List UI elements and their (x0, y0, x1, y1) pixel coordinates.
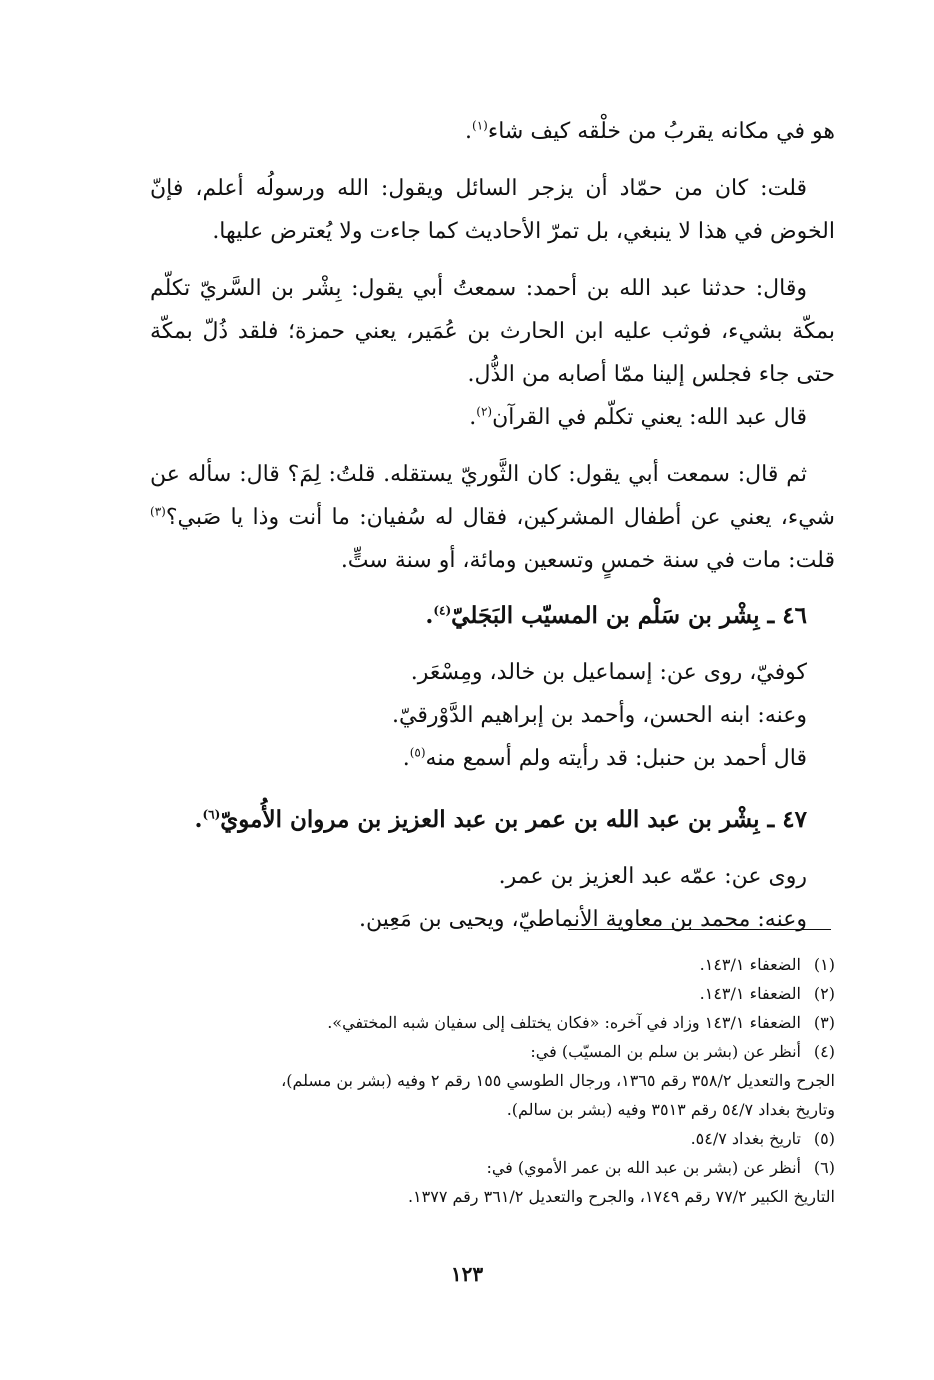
opening-line: هو في مكانه يقربُ من خلْقه كيف شاء$^{(١)}$. (465, 118, 835, 144)
footnote-4-continuation: وتاريخ بغداد ٥٤/٧ رقم ٣٥١٣ وفيه (بشر بن سالم). (506, 1100, 835, 1119)
footnote-text: الضعفاء ١٤٣/١ وزاد في آخره: «فكان يختلف إلى سفيان شبه المختفي». (327, 1013, 801, 1032)
entry-47-line-1: روى عن: عمّه عبد العزيز بن عمر. (498, 864, 807, 889)
footnote-6 (248, 1153, 835, 1182)
footnote-divider (568, 929, 831, 930)
footnote-number: (٤) (813, 1042, 835, 1061)
footnote-number: (٢) (813, 984, 835, 1003)
entry-47-title: ٤٧ ـ بِشْر بن عبد الله بن عمر بن عبد العزيز بن مروان الأُمويّ$^{(٦)}$. (194, 806, 807, 833)
footnote-number: (٥) (813, 1129, 835, 1148)
footnote-2 (248, 979, 835, 1008)
footnote-text: تاريخ بغداد ٥٤/٧. (690, 1129, 801, 1148)
main-text (150, 110, 835, 941)
footnote-ref-2[interactable]: (٢) (476, 404, 493, 419)
footnote-ref-6[interactable]: (٦) (202, 807, 221, 822)
footnote-ref-5[interactable]: (٥) (409, 745, 426, 760)
footnote-number: (٦) (813, 1158, 835, 1177)
page-number: ١٢٣ (450, 1262, 484, 1286)
footnote-ref-3[interactable]: (٣) (150, 504, 166, 519)
footnote-4-continuation: الجرح والتعديل ٣٥٨/٢ رقم ١٣٦٥، ورجال الطوسي ١٥٥ رقم ٢ وفيه (بشر بن مسلم)، (281, 1071, 835, 1090)
paragraph-bishr-sari: وقال: حدثنا عبد الله بن أحمد: سمعتُ أبي يقول: بِشْر بن السَّريّ تكلّم بمكّة بشيء، فوثب عليه ابن الحارث بن عُمَير، يعني حمزة؛ فلقد ذُلّ بمكّة حتى جاء فجلس إلينا ممّا أصابه من الذُّل. (150, 276, 835, 387)
footnote-6-continuation: التاريخ الكبير ٧٧/٢ رقم ١٧٤٩، والجرح والتعديل ٣٦١/٢ رقم ١٣٧٧. (407, 1187, 835, 1206)
paragraph-thawri: ثم قال: سمعت أبي يقول: كان الثَّوريّ يستقله. قلتُ: لِمَ؟ قال: سأله عن شيء، يعني عن أطفال المشركين، فقال له سُفيان: ما أنت وذا يا صَبي؟$^{(٣)}$ قلت: مات في سنة خمسٍ وتسعين ومائة، أو سنة ستٍّ. (150, 462, 835, 573)
footnote-1 (248, 950, 835, 979)
footnote-3 (248, 1008, 835, 1037)
footnote-text: أنظر عن (بشر بن عبد الله بن عمر الأموي) في: (486, 1158, 801, 1177)
footnote-5 (248, 1124, 835, 1153)
entry-46-line-2: وعنه: ابنه الحسن، وأحمد بن إبراهيم الدَّوْرقيّ. (391, 703, 807, 728)
entry-46-title: ٤٦ ـ بِشْر بن سَلْم بن المسيّب البَجَليّ$^{(٤)}$. (425, 602, 807, 629)
footnote-4 (248, 1037, 835, 1066)
entry-46-line-3: قال أحمد بن حنبل: قد رأيته ولم أسمع منه$^{(٥)}$. (402, 745, 807, 771)
footnotes (248, 950, 835, 1211)
footnote-ref-4[interactable]: (٤) (433, 603, 452, 618)
entry-47-line-2: وعنه: محمد بن معاوية الأنماطيّ، ويحيى بن مَعِين. (358, 907, 807, 932)
footnote-text: أنظر عن (بشر بن سلم بن المسيّب) في: (530, 1042, 801, 1061)
paragraph-hammad: قلت: كان من حمّاد أن يزجر السائل ويقول: الله ورسولُه أعلم، فإنّ الخوض في هذا لا ينبغي، بل تمرّ الأحاديث كما جاءت ولا يُعترض عليها. (150, 176, 835, 244)
footnote-text: الضعفاء ١٤٣/١. (699, 984, 801, 1003)
entry-46-line-1: كوفيّ، روى عن: إسماعيل بن خالد، ومِسْعَر. (410, 660, 807, 685)
footnote-number: (١) (813, 955, 835, 974)
footnote-number: (٣) (813, 1013, 835, 1032)
footnote-text: الضعفاء ١٤٣/١. (699, 955, 801, 974)
paragraph-quran: قال عبد الله: يعني تكلّم في القرآن$^{(٢)}$. (469, 404, 807, 430)
footnote-ref-1[interactable]: (١) (472, 118, 488, 133)
